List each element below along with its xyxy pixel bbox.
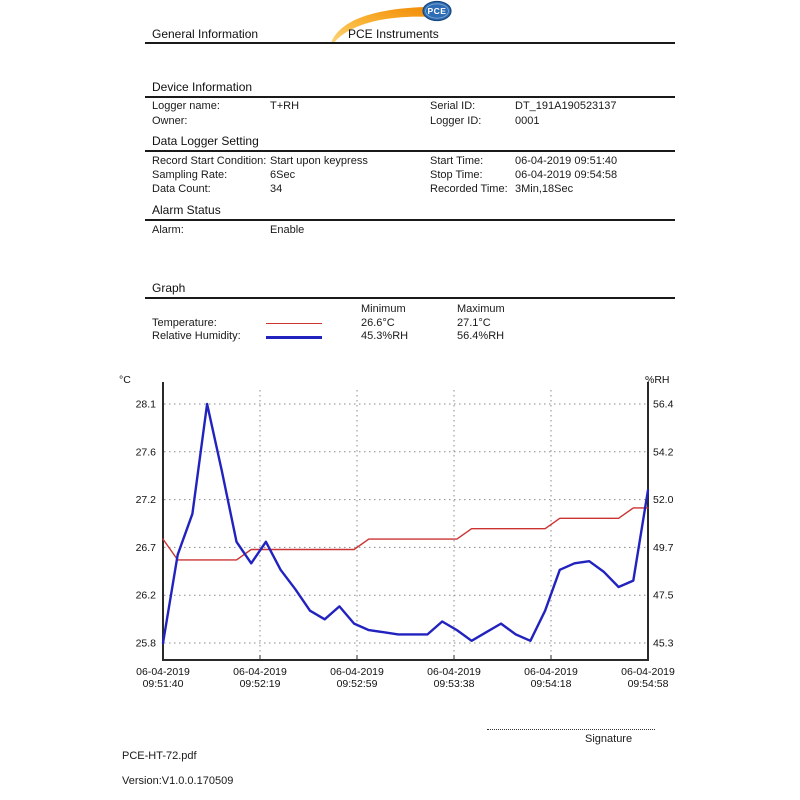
- svg-text:06-04-2019: 06-04-2019: [524, 666, 578, 678]
- field-value: Start upon keypress: [270, 155, 368, 167]
- svg-text:09:52:59: 09:52:59: [336, 678, 378, 690]
- field-label: Data Count:: [152, 183, 211, 195]
- humidity-min-value: 45.3%RH: [361, 330, 409, 342]
- field-label: Sampling Rate:: [152, 169, 228, 181]
- field-value: 6Sec: [270, 169, 296, 181]
- svg-text:09:52:19: 09:52:19: [239, 678, 281, 690]
- temperature-max-value: 27.1°C: [457, 317, 491, 329]
- field-label: Stop Time:: [430, 169, 483, 181]
- field-value: T+RH: [270, 100, 300, 112]
- svg-text:09:53:38: 09:53:38: [433, 678, 475, 690]
- signature-line: [487, 729, 655, 730]
- field-label: Logger ID:: [430, 115, 482, 127]
- section-divider: [145, 297, 675, 299]
- svg-text:06-04-2019: 06-04-2019: [621, 666, 675, 678]
- section-divider: [145, 96, 675, 98]
- svg-text:27.2: 27.2: [135, 494, 156, 507]
- svg-text:06-04-2019: 06-04-2019: [136, 666, 190, 678]
- svg-text:%RH: %RH: [645, 374, 670, 386]
- svg-text:09:51:40: 09:51:40: [142, 678, 184, 690]
- svg-text:28.1: 28.1: [135, 398, 156, 411]
- svg-text:26.2: 26.2: [135, 589, 156, 602]
- field-value: 06-04-2019 09:51:40: [515, 155, 618, 167]
- field-label: Record Start Condition:: [152, 155, 267, 167]
- svg-text:06-04-2019: 06-04-2019: [233, 666, 287, 678]
- section-title-graph: Graph: [152, 281, 186, 295]
- svg-text:°C: °C: [119, 374, 131, 386]
- humidity-line-swatch: [266, 336, 322, 339]
- section-title-device-information: Device Information: [152, 80, 253, 94]
- header-divider: [145, 42, 675, 44]
- field-label: Serial ID:: [430, 100, 476, 112]
- svg-text:09:54:58: 09:54:58: [627, 678, 669, 690]
- legend-label-temperature: Temperature:: [152, 317, 217, 329]
- svg-text:26.7: 26.7: [135, 541, 156, 554]
- footer-version: Version:V1.0.0.170509: [122, 775, 234, 787]
- series-line-relative-humidity: [163, 404, 648, 643]
- signature-label: Signature: [585, 733, 633, 745]
- field-value: 34: [270, 183, 283, 195]
- field-label: Start Time:: [430, 155, 484, 167]
- field-value: 06-04-2019 09:54:58: [515, 169, 618, 181]
- svg-text:56.4: 56.4: [653, 398, 674, 411]
- section-divider: [145, 219, 675, 221]
- temperature-min-value: 26.6°C: [361, 317, 395, 329]
- legend-label-humidity: Relative Humidity:: [152, 330, 241, 342]
- svg-text:27.6: 27.6: [135, 446, 156, 459]
- field-value: Enable: [270, 224, 305, 236]
- svg-text:52.0: 52.0: [653, 494, 674, 507]
- section-title-data-logger-setting: Data Logger Setting: [152, 134, 259, 148]
- field-value: DT_191A190523137: [515, 100, 617, 112]
- svg-text:49.7: 49.7: [653, 541, 674, 554]
- svg-text:47.5: 47.5: [653, 589, 674, 602]
- svg-text:45.3: 45.3: [653, 637, 674, 650]
- logo-text: PCE: [427, 5, 447, 16]
- graph-chart: [105, 365, 685, 695]
- brand-name: PCE Instruments: [348, 27, 439, 41]
- field-value: 0001: [515, 115, 540, 127]
- page-title: General Information: [152, 27, 259, 41]
- footer-filename: PCE-HT-72.pdf: [122, 750, 197, 762]
- section-title-alarm-status: Alarm Status: [152, 203, 221, 217]
- svg-text:06-04-2019: 06-04-2019: [427, 666, 481, 678]
- humidity-max-value: 56.4%RH: [457, 330, 505, 342]
- field-label: Logger name:: [152, 100, 220, 112]
- svg-text:54.2: 54.2: [653, 446, 674, 459]
- temperature-line-swatch: [266, 323, 322, 324]
- svg-text:09:54:18: 09:54:18: [530, 678, 572, 690]
- legend-max-header: Maximum: [457, 303, 505, 315]
- legend-min-header: Minimum: [361, 303, 406, 315]
- svg-text:06-04-2019: 06-04-2019: [330, 666, 384, 678]
- field-label: Recorded Time:: [430, 183, 508, 195]
- section-divider: [145, 150, 675, 152]
- svg-text:25.8: 25.8: [135, 637, 156, 650]
- field-value: 3Min,18Sec: [515, 183, 574, 195]
- field-label: Alarm:: [152, 224, 184, 236]
- field-label: Owner:: [152, 115, 188, 127]
